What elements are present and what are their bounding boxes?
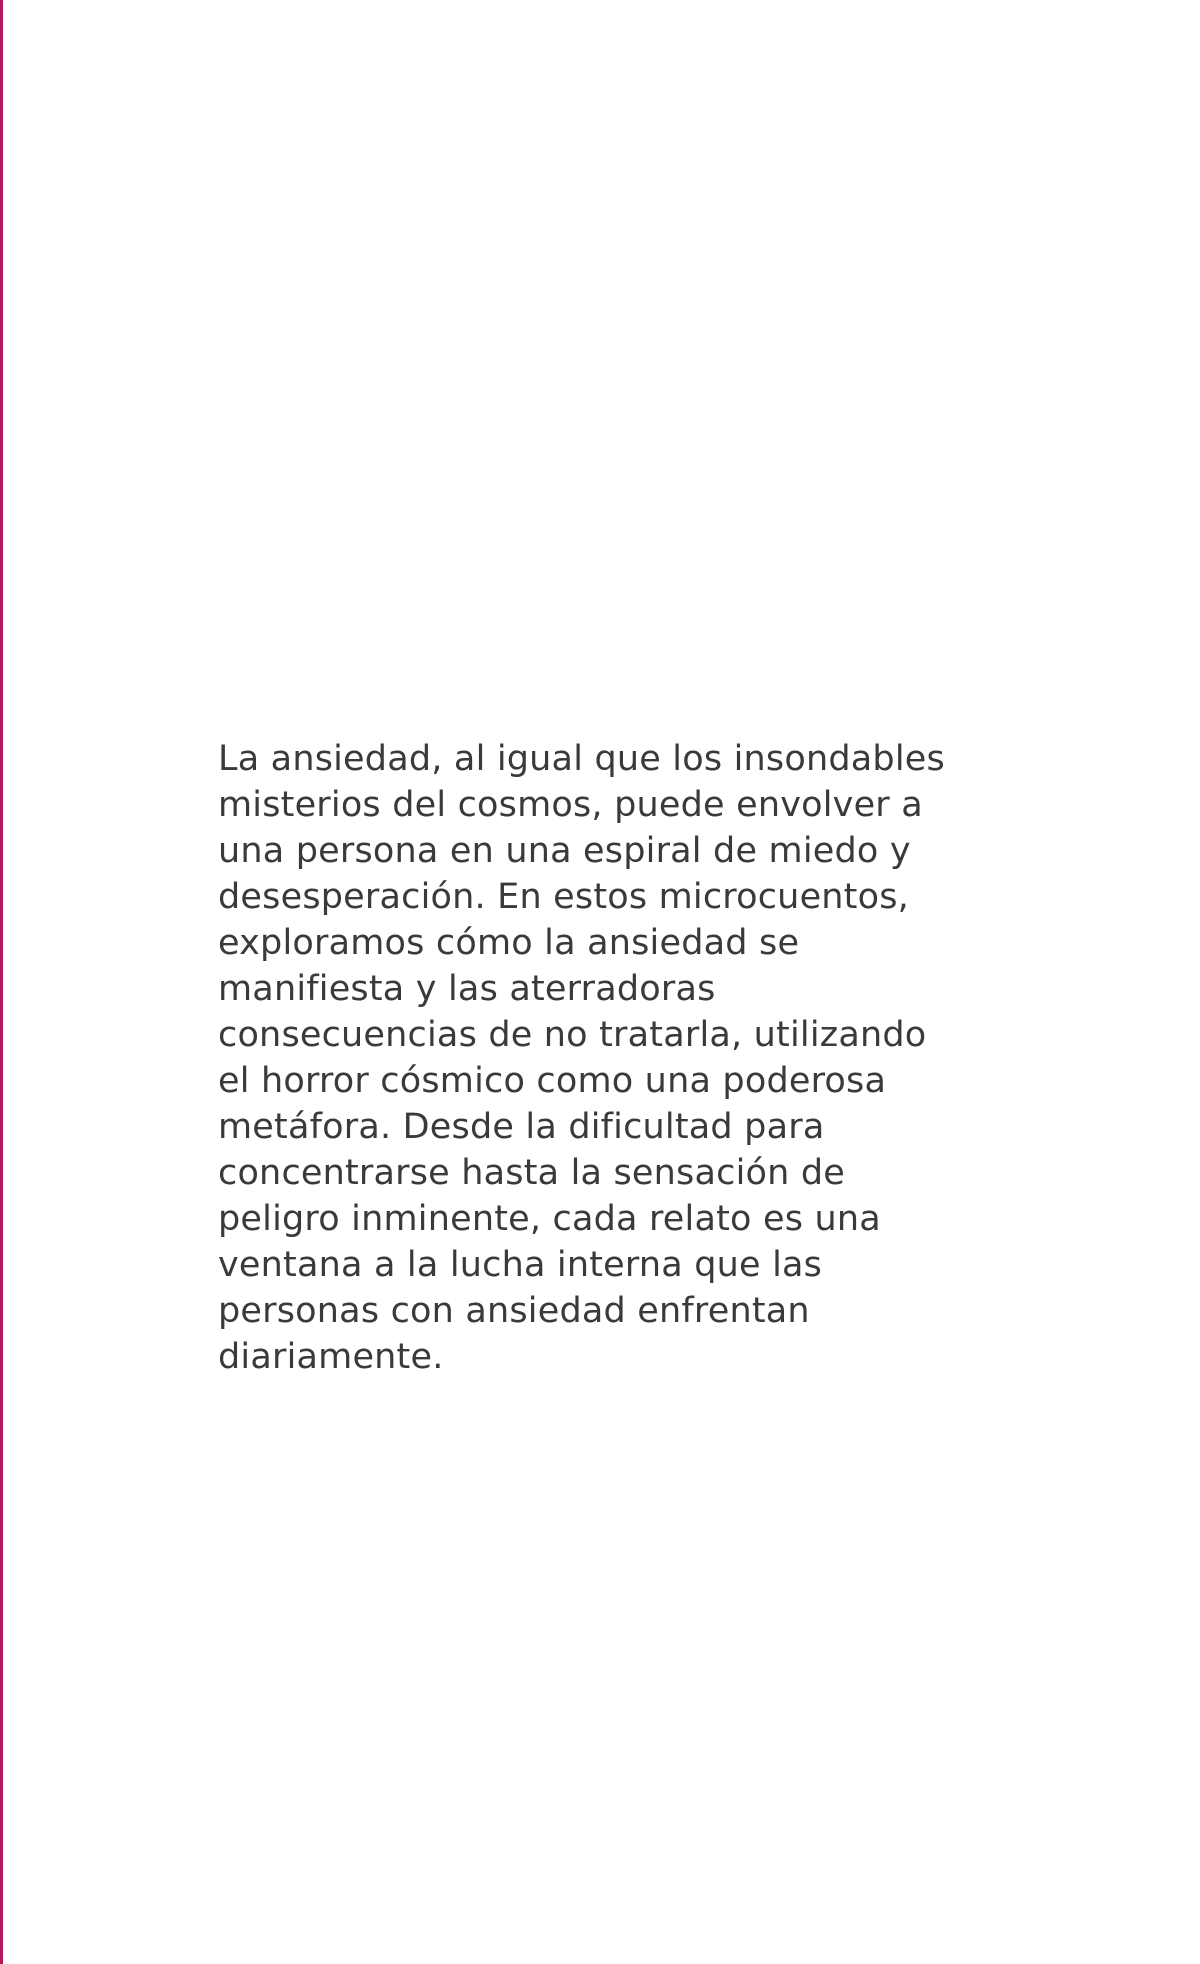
paragraph-line: misterios del cosmos, puede envolver a (218, 785, 923, 825)
paragraph-line: exploramos cómo la ansiedad se (218, 923, 800, 963)
paragraph-line: desesperación. En estos microcuentos, (218, 877, 909, 917)
paragraph-line: ventana a la lucha interna que las (218, 1245, 823, 1285)
paragraph-line: La ansiedad, al igual que los insondables (218, 739, 945, 779)
paragraph-line: personas con ansiedad enfrentan (218, 1291, 810, 1331)
paragraph-line: concentrarse hasta la sensación de (218, 1153, 845, 1193)
paragraph-line: consecuencias de no tratarla, utilizando (218, 1015, 927, 1055)
paragraph-line: metáfora. Desde la dificultad para (218, 1107, 825, 1147)
paragraph-line: una persona en una espiral de miedo y (218, 831, 911, 871)
paragraph-line: manifiesta y las aterradoras (218, 969, 716, 1009)
paragraph-line: peligro inminente, cada relato es una (218, 1199, 881, 1239)
intro-paragraph (218, 736, 1018, 1380)
paragraph-line: el horror cósmico como una poderosa (218, 1061, 887, 1101)
page-edge-line (0, 0, 3, 1964)
paragraph-line: diariamente. (218, 1337, 444, 1377)
